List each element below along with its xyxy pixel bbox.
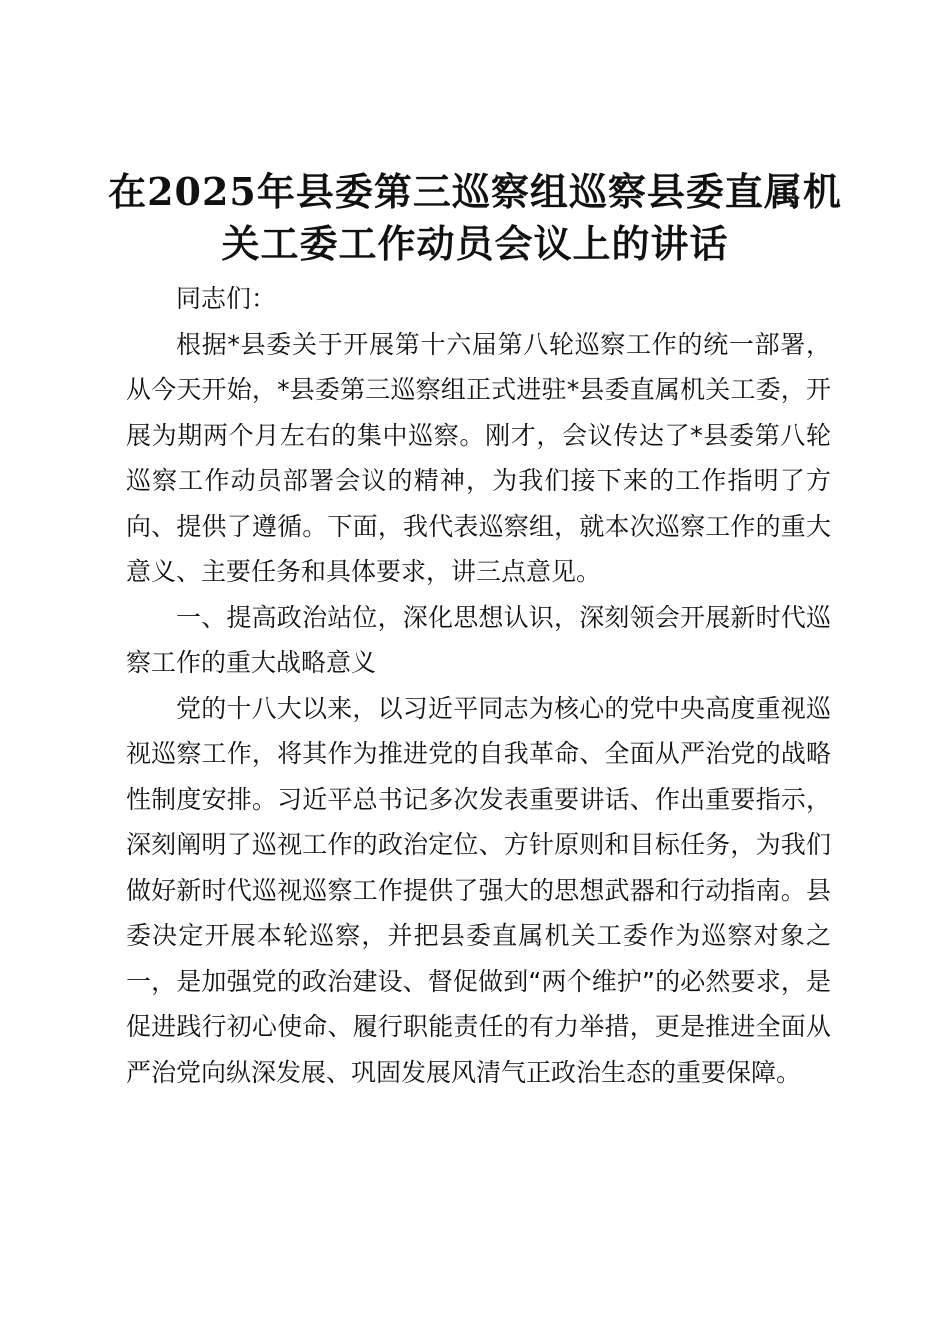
document-body (126, 276, 831, 1095)
paragraph-intro: 根据*县委关于开展第十六届第八轮巡察工作的统一部署，从今天开始，*县委第三巡察组正式进驻*县委直属机关工委，开展为期两个月左右的集中巡察。刚才，会议传达了*县委第八轮巡察工作动员部署会议的精神，为我们接下来的工作指明了方向、提供了遵循。下面，我代表巡察组，就本次巡察工作的重大意义、主要任务和具体要求，讲三点意见。 (126, 329, 831, 586)
salutation: 同志们： (176, 284, 277, 313)
section-heading-1: 一、提高政治站位，深化思想认识，深刻领会开展新时代巡察工作的重大战略意义 (126, 602, 831, 677)
document-title: 在2025年县委第三巡察组巡察县委直属机关工委工作动员会议上的讲话 (108, 169, 842, 266)
paragraph-section-1: 党的十八大以来，以习近平同志为核心的党中央高度重视巡视巡察工作，将其作为推进党的自我革命、全面从严治党的战略性制度安排。习近平总书记多次发表重要讲话、作出重要指示，深刻阐明了巡视工作的政治定位、方针原则和目标任务，为我们做好新时代巡视巡察工作提供了强大的思想武器和行动指南。县委决定开展本轮巡察，并把县委直属机关工委作为巡察对象之一，是加强党的政治建设、督促做到“两个维护”的必然要求，是促进践行初心使命、履行职能责任的有力举措，更是推进全面从严治党向纵深发展、巩固发展风清气正政治生态的重要保障。 (126, 693, 831, 1087)
